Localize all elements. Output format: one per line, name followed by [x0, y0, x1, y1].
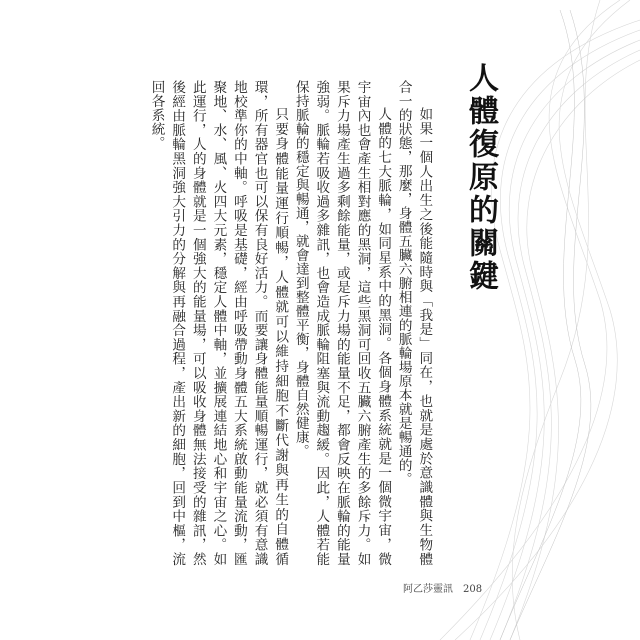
- running-book-title: 阿乙莎靈訊: [403, 584, 453, 595]
- paragraph: 只要身體能量運行順暢，人體就可以維持細胞不斷代謝與再生的自體循環，所有器官也可以保有良好活力。而要讓身體能量順暢運行，就必須有意識地校準你的中軸。呼吸是基礎，經由呼吸帶動身體五大系統啟動能量流動，匯聚地、水、風、火四大元素，穩定人體中軸，並擴展連結地心和宇宙之心。如此運行，人的身體就是一個強大的能量場，可以吸收身體無法接受的雜訊，然後經由脈輪黑洞強大引力的分解與再融合過程，產出新的細胞，回到中樞，流回各系統。: [148, 80, 289, 566]
- paragraph: 人體的七大脈輪，如同星系中的黑洞。各個身體系統就是一個微宇宙，微宇宙內也會產生相對應的黑洞，這些黑洞可回收五臟六腑產生的多餘斥力。如果斥力場產生過多剩餘能量，或是斥力場的能量不足，都會反映在脈輪的能量強弱。脈輪若吸收過多雜訊，也會造成脈輪阻塞與流動趨緩。因此，人體若能保持脈輪的穩定與暢通，就會達到整體平衡，身體自然健康。: [292, 80, 392, 566]
- page-number: 208: [463, 584, 483, 595]
- page-footer: [400, 580, 482, 595]
- paragraph: 如果一個人出生之後能隨時與「我是」同在，也就是處於意識體與生物體合一的狀態，那麼，身體五臟六腑相連的脈輪場原本就是暢通的。: [395, 80, 433, 566]
- body-text: [146, 80, 434, 566]
- chapter-title: 人體復原的關鍵: [463, 62, 498, 293]
